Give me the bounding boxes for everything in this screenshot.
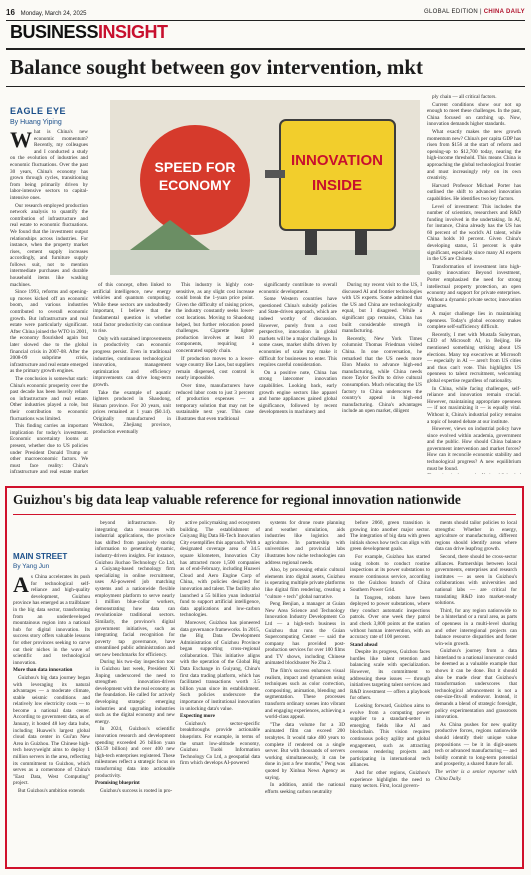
- paragraph: significantly contribute to overall economic development.: [259, 282, 337, 295]
- svg-text:INNOVATION: INNOVATION: [291, 152, 383, 169]
- main-article-column-4: [259, 282, 337, 474]
- paragraph: If production moves to a lower-wage country like Laos, but suppliers remain dispersed, cost control is nearly impossible.: [176, 355, 254, 382]
- illustration-artwork: [110, 100, 420, 275]
- paragraph: And for other regions, Guizhou's experience highlights the need to many sectors. First, local govern-: [350, 769, 430, 790]
- main-headline: Balance sought between gov intervention, mkt: [10, 55, 423, 79]
- paragraph: Our research employed production network analysis to quantify the contribution of infrastructure and real estate to economic fluctuations. We found that the investment output relationships across industries. For instance, when the property market rises, cement supply increases accordingly, and furniture supply follows suit, not to mention intermediate purchases and durable household items like washing machines.: [10, 202, 88, 288]
- main-article-column-6: [427, 94, 521, 474]
- paragraph: But Guizhou's ambition extends: [18, 788, 85, 794]
- column-kicker: EAGLE EYE: [10, 106, 67, 116]
- paragraph: ments should tailor policies to local strengths: Whether in energy, agriculture or manufacturing, different regions should identify areas where data can drive leapfrog growth.: [435, 520, 517, 553]
- paragraph: Recently, I met with Mustafa Suleyman, CEO of Microsoft AI, in Beijing. He mentioned something striking about US elections. Many top executives at Microsoft — especially in AI — aren't from US cities and thus can't vote. This highlights US openness to talent recruitment, welcoming global expertise regardless of nationality.: [427, 331, 521, 384]
- paragraph: This finding carries an important implication for today's investment. Economic uncertainty looms at present, whether due to US policies under President Donald Trump or other macroeconomic factors. We must face reality: China's infrastructure and real estate market: [10, 423, 88, 474]
- paragraph: Only with sustained improvements in productivity can economic progress persist. Even in traditional industries, continuous technological innovation, management optimization and efficiency improvements can drive long-term growth.: [93, 335, 171, 388]
- paragraph: Also, by processing ethnic cultural elements into digital assets, Guizhou is operating multiple private platforms like digital film rendering, creating a "culture + tech" global narrative.: [265, 567, 345, 600]
- main-article-column-1: [10, 129, 88, 474]
- paragraph: beyond infrastructure. By integrating data resources with industrial applications, the province has shifted from passively storing information to generating dynamic, industry-driven insights. For instance, Guizhou Jiuchao Technology Co Ltd, a Guiyang-based technology firm specializing in online recruitment, uses AI-powered job matching systems and a nationwide flexible employment platform to serve nearly 1 million blue-collar workers, demonstrating how data can revolutionize traditional sectors. Similarly, the province's digital government initiatives, such as integrating facial recognition for poverty tap governance, have streamlined public administration and set new benchmarks for efficiency.: [95, 520, 175, 658]
- header-rule: [6, 20, 525, 21]
- editorial-illustration: [110, 100, 420, 275]
- feature-article-box: [5, 486, 524, 869]
- section-title-part1: BUSINESS: [10, 22, 99, 42]
- page-number: 16: [6, 7, 15, 17]
- paragraph: "The data volume for a 3D animated film can exceed 200 terabytes. It would take 400 years to complete if rendered on a single server. But with thousands of servers working simultaneously, it can be done in just a few months," Peng was quoted by Xinhua News Agency as saying.: [265, 721, 345, 781]
- paragraph: Moreover, Guizhou has pioneered data governance frameworks. In 2015, the Big Data Development Administration of Guizhou Province began supporting cross-regional collaboration. This initiative aligns with the operation of the Global Big Data Exchange in Guiyang, China's first data trading platform, which has facilitated transactions worth 3.5 billion yuan since its establishment. Such policies underscore the importance of institutional innovation in unlocking data's value.: [180, 619, 260, 712]
- paper-name: CHINA DAILY: [483, 9, 525, 15]
- page-header-bar: [6, 6, 525, 18]
- paragraph: During his two-day inspection tour in Guizhou last week, President Xi Jinping underscored the need to strengthen innovation-driven development with the real economy as the foundation. He called for actively developing strategic emerging industries and upgrading industries such as the digital economy and new energy.: [95, 659, 175, 725]
- paragraph: Level of investment: This includes the number of scientists, researchers and R&D funding involved in the undertaking. In AI, for instance, China already has the US has 60 percent of the world's AI talent, while China holds 10 percent. Given China's developing status, 51 percent is quite significant, especially since many AI experts in the US are Chinese.: [427, 203, 521, 263]
- paragraph: Despite its progress, Guizhou faces hurdles like talent retention and balancing scale with specialization. However, its commitment to addressing these issues — through initiatives targeting talent services and R&D investment — offers a playbook for others.: [350, 649, 430, 702]
- paragraph: For example, Guizhou has started using robots to conduct routine inspections at its power substations to ensure continuous service, according to the Guizhou branch of China Southern Power Grid.: [350, 553, 430, 593]
- paragraph: During my recent visit to the US, I discussed AI and frontier technologies with US experts. Some admitted that the US and China are technologically equal, but I disagreed. While a significant gap remains, China has built considerable strength in manufacturing.: [342, 282, 422, 335]
- feature-column-5: [350, 520, 430, 864]
- paragraph: However, views on industrial policy have since evolved within academia, government and the public. How should China balance government intervention and market forces? How can it reconcile economic stability and technological progress? A new equilibrium must be found.: [427, 426, 521, 472]
- main-article-column-2: [93, 282, 171, 474]
- svg-text:SPEED FOR: SPEED FOR: [154, 159, 236, 175]
- subheading: Expecting more: [180, 713, 215, 720]
- paragraph: Transformation of investment into high-quality innovation: Beyond investment, Porter emphasized the need for strong intellectual property protection, an open economy and support for private enterprises. Without a dynamic private sector, innovation stagnates.: [427, 263, 521, 310]
- paragraph: Looking forward, Guizhou aims to evolve from a computing power supplier to a standard-setter in emerging fields like AI and blockchain. This vision requires continuous policy agility and global engagement, such as attracting overseas rendering projects and participating in international tech alliances.: [350, 703, 430, 769]
- paragraph: The film's success enhances visual realism, impact and dynamism using techniques such as color correction, compositing, animation, blending and segmentation. These processes transform ordinary scenes into vibrant and engaging experiences, achieving a world-class appeal.: [265, 668, 345, 721]
- subheading: Stand ahead: [350, 641, 378, 648]
- paragraph: On a positive note, China has strong latecomer innovation capabilities. Looking back, early growth engine sectors like apparel and home appliances gained global significance, followed by recent developments in machinery and: [259, 369, 337, 416]
- section-rule: [6, 48, 525, 50]
- main-article-column-3: [176, 282, 254, 474]
- feature-kicker: MAIN STREET: [13, 552, 68, 561]
- paragraph: Guizhou's sector-specific breakthroughs provide actionable blueprints. For example, in terms of the smart low-altitude economy, Guizhou Tuobi Information Technology Co Ltd, a geospatial data firm which develops AI-powered: [180, 720, 260, 767]
- paragraph: Guizhou's success is rooted in pro-: [100, 787, 173, 794]
- author-note: [427, 473, 521, 474]
- subheading: Promising blueprint: [95, 780, 140, 787]
- paragraph: Take the example of aquatic lighters produced in Shaodong, Hunan province. For 20 years, unit prices remained at 1 yuan ($0.14). Originally manufactured in Wenzhou, Zhejiang province, production eventually: [93, 389, 171, 436]
- paragraph: systems for drone route planning and weather simulation, aids industries like logistics and agriculture. In partnership with universities and provincial labs illustrates how niche technologies can address regional needs.: [265, 520, 345, 566]
- paragraph: In China, while facing challenges, self-reliance and innovation remain crucial. However, maintaining appropriate openness — if not maximizing it — is equally vital. Without it, China's industrial policy remains a topic of heated debate at our institute.: [427, 385, 521, 425]
- paragraph: Harvard Professor Michael Porter has outlined the shift to advanced innovation capabilities. He identifies two key factors.: [427, 182, 521, 202]
- feature-column-6: [435, 520, 517, 864]
- main-article-column-5: [342, 282, 422, 474]
- edition-label: GLOBAL EDITION | CHINA DAILY: [424, 9, 525, 15]
- paragraph: of this concept, often linked to artificial intelligence, new energy vehicles and quantum computing. While these sectors are undoubtedly important, I believe that the fundamental question is whether total factor productivity can continue to rise.: [93, 282, 171, 335]
- edition-name: GLOBAL EDITION: [424, 9, 478, 15]
- paragraph: Guizhou's big data journey began with leveraging its natural advantages — a moderate climate, stable seismic conditions and relatively low electricity costs — to become a national data center. According to government data, as of January, it hosted 48 key data hubs, including Huawei's largest global cloud data center in Gui'an New Area in Guizhou. The Chinese high-tech heavyweight aims to deploy 1 million servers in the area, reflecting its commitment to Guizhou, which serves as a cornerstone of China's "East Data, West Computing" project.: [13, 674, 90, 787]
- paragraph: Some Western countries have questioned China's subsidy policies and State-driven approach, which are indeed worthy of discussion. However, purely from a cost perspective, innovation in global markets will be a major challenge. In some cases, market shifts driven by economies of scale may make it difficult for businesses to enter. This requires careful consideration.: [259, 296, 337, 369]
- paragraph: Peng Benjian, a manager at Guian New Area Science and Technology Innovation Industry Development Co Ltd — a high-tech business in Guizhou that runs the Guian Supercomputing Center — said the company has provided post-production services for over 100 films and TV shows, including Chinese animated blockbuster Ne Zha 2.: [265, 601, 345, 667]
- paragraph: The conclusion is somewhat stark: China's economic prosperity over the past decade has been heavily reliant on infrastructure and real estate. Other industries played a role, but their contribution to economic fluctuations was limited.: [10, 375, 88, 422]
- section-title: [10, 22, 168, 43]
- feature-column-1: [13, 574, 90, 864]
- paragraph: hat is China's new economic momentum? Recently, my colleagues and I conducted a study on the evolution of industries and economic fluctuations. Over the past 30 years, China's economy has grown through cycles, transitioning from being primarily driven by labor-intensive sectors to capital-intensive ones.: [10, 129, 88, 201]
- paragraph: In 2024, Guizhou's scientific innovation research and development spending exceeded 26 billion yuan ($3.59 billion) and over 400 new high-tech enterprises registered. These milestones reflect a strategic focus on transforming data into actionable productivity.: [95, 726, 175, 779]
- paragraph: Since 1993, reforms and opening-up moves kicked off an economic boom, and various industries contributed to overall economic growth. But infrastructure and real estate were particularly significant. After China joined the WTO in 2001, the economy flourished again but later slowed due to the global financial crisis in 2007-08. After the 2008-09 subprime crisis, infrastructure and real estate emerged as the primary growth engines.: [10, 289, 88, 375]
- author-note: The writer is a senior reporter with China Daily.: [435, 768, 517, 782]
- paragraph: As China pushes for new quality productive forces, regions nationwide should identify their unique value propositions — be it in digit-assets tech or advanced manufacturing — and boldly commit to long-term potential and prosperity, a shared future for all.: [435, 721, 517, 768]
- paragraph: Current conditions show our not up enough to meet these challenges. In the past, China focused on catching up. Now, innovation demands higher standards.: [427, 101, 521, 128]
- feature-rule: [13, 514, 516, 515]
- svg-text:ECONOMY: ECONOMY: [158, 177, 232, 193]
- subheading: More than data innovation: [13, 667, 73, 674]
- paragraph: This industry is highly cost-sensitive, as any slight cost increase could break the 1-yuan price point. Given the difficulty of raising prices, the industry constantly seeks lower-cost locations. Moving to Shaodong helped, but further relocation posed challenges. Cigarette lighter production involves at least 10 components, requiring a concentrated supply chain.: [176, 282, 254, 354]
- byline: By Huang Yiping: [10, 119, 62, 126]
- paragraph: What exactly makes the new growth momentum new? China's per capita GDP has risen from $156 at the start of reform and opening-up to $12,700 today, nearing the high-income threshold. This means China is approaching the global technological frontier and must increasingly rely on its own creativity.: [427, 128, 521, 182]
- page-date-block: [6, 8, 87, 17]
- paragraph: Recently, New York Times columnist Thomas Friedman visited China. In one conversation, he remarked that the US needs more Elon Musks to advance high-end manufacturing, while China needs more Taylor Swifts to drive cultural consumption. Much relocating the US factory to China underscores the country's appeal in high-end manufacturing. China's advantages include an open market, diligent: [342, 335, 422, 415]
- paragraph: s China accelerates its push for technological self-reliance and high-quality development, Guizhou province has emerged as a trailblazer in the big data sector, transforming from an underdeveloped mountainous region into a national hub for digital innovation. Its success story offers valuable lessons for other provinces seeking to carve out their niches in the wave of scientific and technological innovation.: [13, 574, 90, 666]
- feature-byline: By Yang Jun: [13, 563, 50, 570]
- paragraph: Guizhou's journey from a data hinterland to a national innovator could be deemed as a valuable example that shows it can be done. But it should also be made clear that Guizhou's transformation underscores that technological advancement is not a one-size-fits-all endeavor. Instead, it demands a blend of strategic foresight, policy experimentation and grassroots innovation.: [435, 648, 517, 721]
- paragraph: before 2060, green transition is growing into another major sector. The integration of big data with green initials shows how tech can align with green development goals.: [350, 520, 430, 553]
- paragraph: Second, there should be cross-sector alliances. Partnerships between local governments, enterprises and research institutes — as seen in Guizhou's collaborations with universities and national labs — are critical for translating R&D into market-ready solutions.: [435, 553, 517, 607]
- feature-column-4: [265, 520, 345, 864]
- paragraph: A major challenge lies in maintaining openness. Today's global economy makes complete self-sufficiency difficult.: [427, 311, 521, 331]
- paragraph: Over time, manufacturers have reduced labor costs to just 3 percent of production expenses — a temporary solution that may not be sustainable next year. This case illustrates that even traditional: [176, 382, 254, 422]
- feature-column-2: [95, 520, 175, 864]
- feature-headline: Guizhou's big data leap valuable reference for regional innovation nationwide: [13, 492, 461, 507]
- paragraph: In addition, amid the national efforts seeking carbon neutrality: [265, 782, 345, 795]
- dropcap: W: [10, 129, 32, 152]
- paragraph: ply chain — all critical factors.: [432, 94, 497, 100]
- feature-column-3: [180, 520, 260, 864]
- paragraph: Third, for any region nationwide to be a hinterland or a rural area, as parts of openness in a multi-level sharing and other interregional projects can balance resource disparities and foster win-win growth.: [435, 607, 517, 647]
- headline-rule: [6, 86, 525, 87]
- page-date: Monday, March 24, 2025: [20, 10, 87, 17]
- dropcap: A: [13, 574, 29, 597]
- section-title-part2: INSIGHT: [98, 22, 168, 42]
- svg-text:INSIDE: INSIDE: [311, 177, 363, 194]
- paragraph: active policymaking and ecosystem building. The establishment of Guiyang Big Data Hi-Tech Innovation City exemplifies this approach. With a designated coverage area of 34.5 square kilometers, Innovation City has attracted more 1,500 companies as of end-February, including Huawei Cloud and Aero Engine Corp of China, with policies designed for innovation and talent. The facility also launched a 55 billion yuan industrial fund to support artificial intelligence, data applications and low-carbon technologies.: [180, 520, 260, 619]
- paragraph: In Tongren, robots have been deployed to power substations, where they conduct automatic inspections patrols. Over one week they patrol and check 3,800 points at the station without human intervention, with an accuracy rate of 100 percent.: [350, 594, 430, 641]
